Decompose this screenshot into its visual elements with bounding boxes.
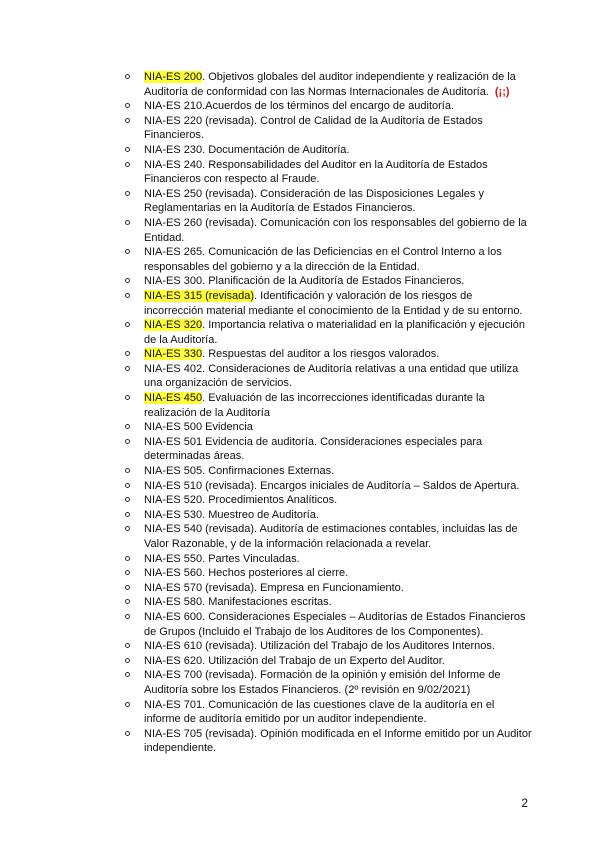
bullet-icon [125, 526, 130, 531]
list-item [124, 654, 534, 669]
bullet-icon [125, 570, 130, 575]
standard-code: NIA-ES 200 [144, 71, 203, 83]
standard-code: NIA-ES 260 (revisada) [144, 216, 255, 229]
bullet-icon [125, 424, 130, 429]
bullet-icon [125, 512, 130, 517]
list-item [124, 581, 534, 596]
standard-title: . Planificación de la Auditoría de Estados Financieros. [202, 275, 465, 288]
list-item [124, 668, 534, 697]
list-item [124, 245, 534, 274]
standard-title: . Control de Calidad de la Auditoría de Estados Financieros. [144, 114, 483, 142]
standard-code: NIA-ES 701 [144, 698, 203, 711]
standard-code: NIA-ES 610 (revisada) [144, 640, 255, 653]
list-item [124, 158, 534, 187]
bullet-icon [125, 731, 130, 736]
standard-title: . Comunicación con los responsables del gobierno de la Entidad. [144, 216, 527, 244]
standard-title: . Encargos iniciales de Auditoría – Saldos de Apertura. [254, 479, 520, 492]
bullet-icon [125, 658, 130, 663]
list-item [124, 391, 534, 420]
list-item [124, 274, 534, 289]
list-item [124, 610, 534, 639]
standard-code: NIA-ES 540 (revisada) [144, 523, 255, 536]
standard-title: . Comunicación de las Deficiencias en el Control Interno a los responsables del gobierno y a la dirección de la Entidad. [144, 246, 502, 273]
bullet-icon [125, 702, 130, 707]
standard-code: NIA-ES 700 (revisada) [144, 669, 255, 682]
standard-title: . Muestreo de Auditoría. [202, 508, 319, 521]
standard-title: . Comunicación de las cuestiones clave de la auditoría en el informe de auditoría emitido por un auditor independiente. [144, 698, 495, 726]
standard-title: . Respuestas del auditor a los riesgos valorados. [202, 348, 440, 361]
standard-title: Evidencia [202, 421, 253, 434]
list-item [124, 508, 534, 523]
bullet-icon [125, 162, 130, 167]
standard-code: NIA-ES 530 [144, 508, 203, 521]
bullet-icon [125, 322, 130, 327]
standards-list [124, 70, 534, 756]
standard-title: . Consideraciones Especiales – Auditorías de Estados Financieros de Grupos (Incluido el Trabajo de los Auditores de los Componentes). [144, 610, 526, 638]
standard-code: NIA-ES 560 [144, 567, 203, 580]
list-item [124, 595, 534, 610]
bullet-icon [125, 599, 130, 604]
bullet-icon [125, 585, 130, 590]
standard-title: . Identificación y valoración de los riesgos de incorrección material mediante el conocimiento de la Entidad y de su entorno. [144, 289, 523, 317]
list-item [124, 493, 534, 508]
bullet-icon [125, 395, 130, 400]
standard-code: NIA-ES 265 [144, 246, 203, 259]
standard-code: NIA-ES 230 [144, 143, 203, 156]
standard-title: . Manifestaciones escritas. [202, 596, 332, 609]
standard-title: . Empresa en Funcionamiento. [254, 581, 404, 594]
list-item [124, 522, 534, 551]
standard-title: . Responsabilidades del Auditor en la Auditoría de Estados Financieros con respecto al Fraude. [144, 158, 488, 186]
standard-title: . Opinión modificada en el Informe emitido por un Auditor independiente. [144, 727, 532, 755]
bullet-icon [125, 103, 130, 108]
bullet-icon [125, 293, 130, 298]
bullet-icon [125, 220, 130, 225]
list-item [124, 552, 534, 567]
standard-code: NIA-ES 300 [144, 275, 203, 288]
bullet-icon [125, 351, 130, 356]
standard-code: NIA-ES 315 (revisada) [144, 289, 255, 302]
list-item [124, 187, 534, 216]
standard-title: . Objetivos globales del auditor independiente y realización de la Auditoría de conformidad con las Normas Internacionales de Auditoría. [144, 71, 516, 98]
bullet-icon [125, 118, 130, 123]
list-item [124, 479, 534, 494]
list-item [124, 464, 534, 479]
list-item [124, 216, 534, 245]
standard-title: . Procedimientos Analíticos. [202, 494, 338, 507]
standard-code: NIA-ES 620 [144, 654, 203, 667]
standard-title: . Evaluación de las incorrecciones identificadas durante la realización de la Auditoría [144, 392, 485, 419]
bullet-icon [125, 147, 130, 152]
bullet-icon [125, 468, 130, 473]
standard-title: . Documentación de Auditoría. [202, 143, 350, 156]
standard-code: NIA-ES 501 [144, 435, 203, 448]
standard-title: . Utilización del Trabajo de los Auditores Internos. [254, 640, 495, 653]
list-item [124, 727, 534, 756]
list-item [124, 143, 534, 158]
standard-title: . Auditoría de estimaciones contables, incluidas las de Valor Razonable, y de la información relacionada a revelar. [144, 523, 518, 550]
list-item [124, 362, 534, 391]
list-item [124, 639, 534, 654]
standard-code: NIA-ES 505 [144, 465, 203, 478]
list-item [124, 435, 534, 464]
list-item [124, 99, 534, 114]
standard-title: . Hechos posteriores al cierre. [202, 567, 349, 580]
standard-title: . Confirmaciones Externas. [202, 465, 335, 478]
standard-title: . Utilización del Trabajo de un Experto del Auditor. [202, 654, 445, 667]
bullet-icon [125, 483, 130, 488]
standard-code: NIA-ES 250 (revisada) [144, 187, 255, 200]
page-number: 2 [521, 796, 528, 810]
bullet-icon [125, 556, 130, 561]
standard-title: . Importancia relativa o materialidad en la planificación y ejecución de la Auditoría. [144, 319, 525, 346]
bullet-icon [125, 439, 130, 444]
bullet-icon [125, 74, 130, 79]
standard-title: . Formación de la opinión y emisión del Informe de Auditoría sobre los Estados Financieros. (2º revisión en 9/02/2021) [144, 669, 501, 696]
list-item [124, 566, 534, 581]
standard-code: NIA-ES 510 (revisada) [144, 479, 255, 492]
standard-code: NIA-ES 550 [144, 552, 203, 565]
list-item [124, 347, 534, 362]
standard-code: NIA-ES 500 [144, 421, 203, 434]
standard-code: NIA-ES 330 [144, 348, 203, 361]
standard-code: NIA-ES 570 (revisada) [144, 581, 255, 594]
bullet-icon [125, 643, 130, 648]
standard-title: . Consideraciones de Auditoría relativas a una entidad que utiliza una organización de servicios. [144, 362, 519, 390]
bullet-icon [125, 614, 130, 619]
standard-code: NIA-ES 580 [144, 596, 203, 609]
standard-code: NIA-ES 600 [144, 610, 203, 623]
standard-title: . Consideración de las Disposiciones Legales y Reglamentarias en la Auditoría de Estados Financieros. [144, 187, 484, 215]
bullet-icon [125, 191, 130, 196]
list-item [124, 420, 534, 435]
list-item [124, 318, 534, 347]
standard-code: NIA-ES 240 [144, 158, 203, 171]
bullet-icon [125, 249, 130, 254]
list-item [124, 698, 534, 727]
list-item [124, 114, 534, 143]
standard-title: . Partes Vinculadas. [202, 552, 300, 565]
standard-code: NIA-ES 450 [144, 392, 203, 405]
standard-code: NIA-ES 220 (revisada) [144, 114, 255, 127]
list-item [124, 289, 534, 318]
standard-code: NIA-ES 705 (revisada) [144, 727, 255, 740]
note-mark: (¡;) [494, 85, 510, 98]
standard-code: NIA-ES 210 [144, 100, 203, 113]
bullet-icon [125, 672, 130, 677]
standard-code: NIA-ES 402 [144, 362, 203, 375]
bullet-icon [125, 366, 130, 371]
standard-title: .Acuerdos de los términos del encargo de auditoría. [202, 100, 455, 113]
bullet-icon [125, 497, 130, 502]
standard-code: NIA-ES 320 [144, 319, 203, 332]
standard-code: NIA-ES 520 [144, 494, 203, 507]
bullet-icon [125, 278, 130, 283]
list-item [124, 70, 534, 99]
standard-title: Evidencia de auditoría. Consideraciones especiales para determinadas áreas. [144, 435, 483, 463]
